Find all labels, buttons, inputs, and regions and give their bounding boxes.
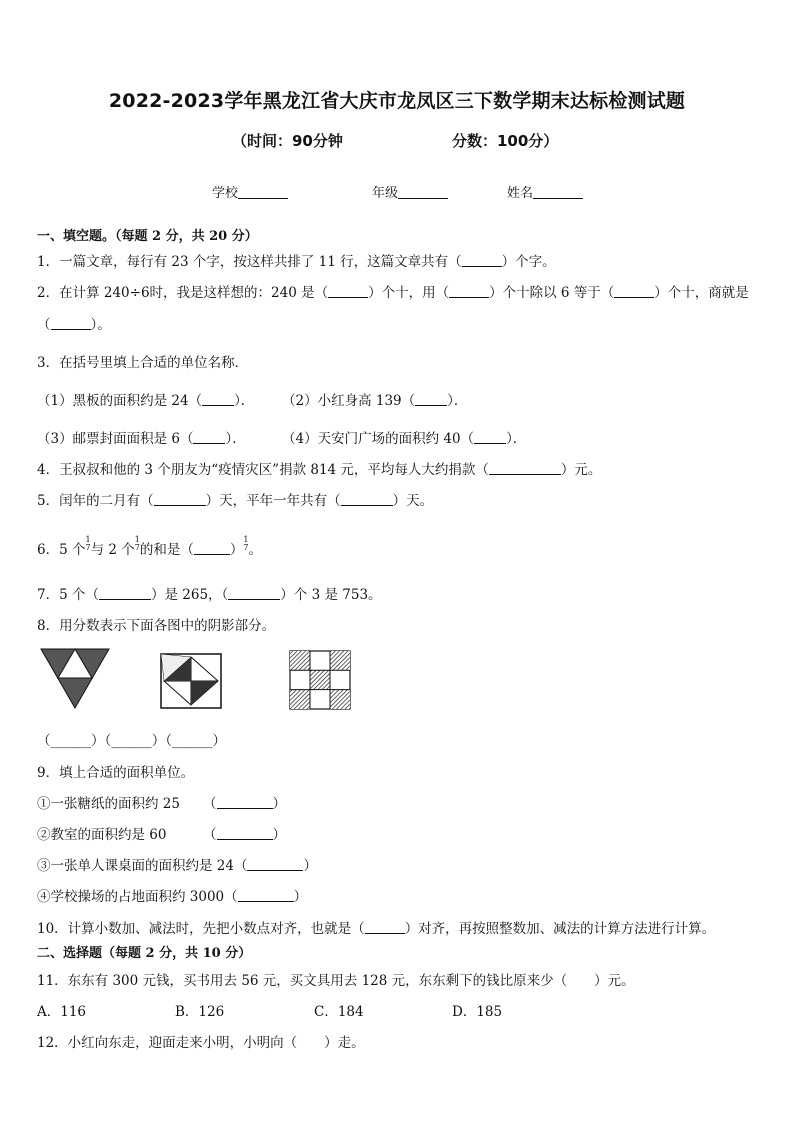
- q6-fraction-2: 1 7: [134, 535, 140, 552]
- q6-fraction-3: 1 7: [243, 535, 249, 552]
- question-4: [37, 458, 601, 478]
- q7-blank-2[interactable]: [228, 587, 280, 600]
- q9-4-text: ④学校操场的占地面积约 3000: [37, 889, 225, 905]
- q11-option-b[interactable]: B．126: [175, 1004, 225, 1020]
- q5-text-c: ）天。: [392, 493, 434, 509]
- grade-blank[interactable]: [398, 185, 448, 199]
- q9-1-blank[interactable]: [217, 796, 273, 809]
- q4-text: 4．王叔叔和他的 3 个朋友为“疫情灾区”捐款 814 元，平均每人大约捐款（: [37, 462, 489, 478]
- q3-3-end: ）．: [225, 431, 246, 447]
- question-7: [37, 583, 382, 603]
- q9-item-1-answer: （ ）: [203, 796, 286, 812]
- school-blank[interactable]: [238, 185, 288, 199]
- q7-text: 7．5 个（: [37, 587, 99, 603]
- question-10: [37, 917, 715, 937]
- q3-2-blank[interactable]: [415, 393, 447, 406]
- q1-text: 1．一篇文章，每行有 23 个字，按这样共排了 11 行，这篇文章共有（: [37, 254, 462, 270]
- exam-title: 2022-2023学年黑龙江省大庆市龙凤区三下数学期末达标检测试题: [108, 90, 686, 112]
- q9-2-text: ②教室的面积约是 60: [37, 827, 167, 843]
- q6-blank[interactable]: [194, 542, 230, 555]
- q10-text-end: ）对齐，再按照整数加、减法的计算方法进行计算。: [404, 921, 716, 937]
- q11-option-a[interactable]: A．116: [37, 1004, 87, 1020]
- q9-3-text: ③一张单人课桌面的面积约是 24: [37, 858, 234, 874]
- q4-blank[interactable]: [489, 462, 561, 475]
- q9-3-blank[interactable]: [247, 858, 303, 871]
- q9-item-1: [37, 792, 180, 812]
- name-blank[interactable]: [533, 185, 583, 199]
- q9-item-2-answer: （ ）: [203, 827, 286, 843]
- q3-4-end: ）．: [506, 431, 527, 447]
- q3-4-text: （4）天安门广场的面积约 40（: [282, 431, 475, 447]
- q3-3-text: （3）邮票封面面积是 6（: [37, 431, 194, 447]
- q6-text-c: 的和是（: [139, 542, 194, 558]
- question-12: 12．小红向东走，迎面走来小明，小明向（ ）走。: [37, 1035, 365, 1051]
- q9-4-blank[interactable]: [238, 889, 294, 902]
- q4-text-end: ）元。: [560, 462, 602, 478]
- q6-text-b: 与 2 个: [90, 542, 135, 558]
- q2-blank-4[interactable]: [51, 317, 91, 330]
- q3-2-text: （2）小红身高 139（: [282, 393, 416, 409]
- q8-triangle-figure: [40, 648, 110, 710]
- q8-square-diamond-figure: [160, 653, 222, 709]
- question-6: [37, 536, 262, 558]
- question-9: 9．填上合适的面积单位。: [37, 765, 195, 781]
- question-1: [37, 250, 556, 270]
- q9-item-4: ④学校操场的占地面积约 3000（ ）: [37, 889, 308, 905]
- q3-item-4: [282, 427, 526, 447]
- q2-text-f: ）。: [90, 317, 111, 333]
- school-label: 学校: [212, 186, 239, 201]
- q9-item-2: [37, 823, 166, 843]
- question-8: 8．用分数表示下面各图中的阴影部分。: [37, 618, 276, 634]
- q5-text: 5．闰年的二月有（: [37, 493, 154, 509]
- q11-option-c[interactable]: C．184: [314, 1004, 364, 1020]
- q10-text: 10．计算小数加、减法时，先把小数点对齐，也就是（: [37, 921, 365, 937]
- q2-blank-2[interactable]: [449, 285, 489, 298]
- q7-blank-1[interactable]: [99, 587, 151, 600]
- q9-1-text: ①一张糖纸的面积约 25: [37, 796, 180, 812]
- q7-text-c: ）个 3 是 753。: [280, 587, 382, 603]
- q2-text: 2．在计算 240÷6时，我是这样想的：240 是（: [37, 285, 329, 301]
- q3-4-blank[interactable]: [474, 431, 506, 444]
- q3-3-blank[interactable]: [193, 431, 225, 444]
- q3-1-blank[interactable]: [202, 393, 234, 406]
- school-field[interactable]: [212, 182, 288, 201]
- exam-score: 分数：100分）: [452, 132, 559, 150]
- question-11: 11．东东有 300 元钱，买书用去 56 元，买文具用去 128 元，东东剩下的钱比原来少（ ）元。: [37, 973, 635, 989]
- q6-text: 6．5 个: [37, 542, 86, 558]
- q2-text-d: ）个十，商就是: [654, 285, 749, 301]
- q7-text-b: ）是 265，（: [150, 587, 229, 603]
- q2-blank-3[interactable]: [614, 285, 654, 298]
- q8-grid-figure: [289, 650, 351, 710]
- q6-text-e: 。: [248, 542, 262, 558]
- q9-item-3: ③一张单人课桌面的面积约是 24（ ）: [37, 858, 317, 874]
- q10-blank[interactable]: [365, 921, 405, 934]
- q3-1-end: ）．: [234, 393, 255, 409]
- question-2-cont: [37, 313, 111, 333]
- question-2: [37, 281, 749, 301]
- q3-1-text: （1）黑板的面积约是 24（: [37, 393, 203, 409]
- section-1-heading: 一、填空题。（每题 2 分，共 20 分）: [37, 229, 258, 244]
- q5-blank-2[interactable]: [341, 493, 393, 506]
- question-3: 3．在括号里填上合适的单位名称．: [37, 355, 249, 371]
- q3-item-2: [282, 389, 467, 409]
- q1-text-end: ）个字。: [501, 254, 556, 270]
- q2-text-e: （: [37, 317, 51, 333]
- exam-time: （时间：90分钟: [232, 132, 343, 150]
- q5-text-b: ）天，平年一年共有（: [205, 493, 341, 509]
- q3-item-1: [37, 389, 254, 409]
- q3-2-end: ）．: [447, 393, 468, 409]
- section-2-heading: 二、选择题（每题 2 分，共 10 分）: [37, 946, 252, 961]
- q3-item-3: [37, 427, 246, 447]
- name-label: 姓名: [507, 186, 534, 201]
- q11-option-d[interactable]: D．185: [452, 1004, 503, 1020]
- q5-blank-1[interactable]: [154, 493, 206, 506]
- q6-text-d: ）: [229, 542, 244, 558]
- q9-2-blank[interactable]: [217, 827, 273, 840]
- q2-blank-1[interactable]: [328, 285, 368, 298]
- grade-label: 年级: [372, 186, 399, 201]
- q6-fraction-1: 1 7: [85, 535, 91, 552]
- q8-answer-blanks[interactable]: （______）（______）（______）: [37, 733, 226, 749]
- q2-text-c: ）个十除以 6 等于（: [489, 285, 615, 301]
- name-field[interactable]: [507, 182, 583, 201]
- q2-text-b: ）个十，用（: [368, 285, 450, 301]
- q1-blank[interactable]: [462, 254, 502, 267]
- grade-field[interactable]: [372, 182, 448, 201]
- question-5: [37, 489, 433, 509]
